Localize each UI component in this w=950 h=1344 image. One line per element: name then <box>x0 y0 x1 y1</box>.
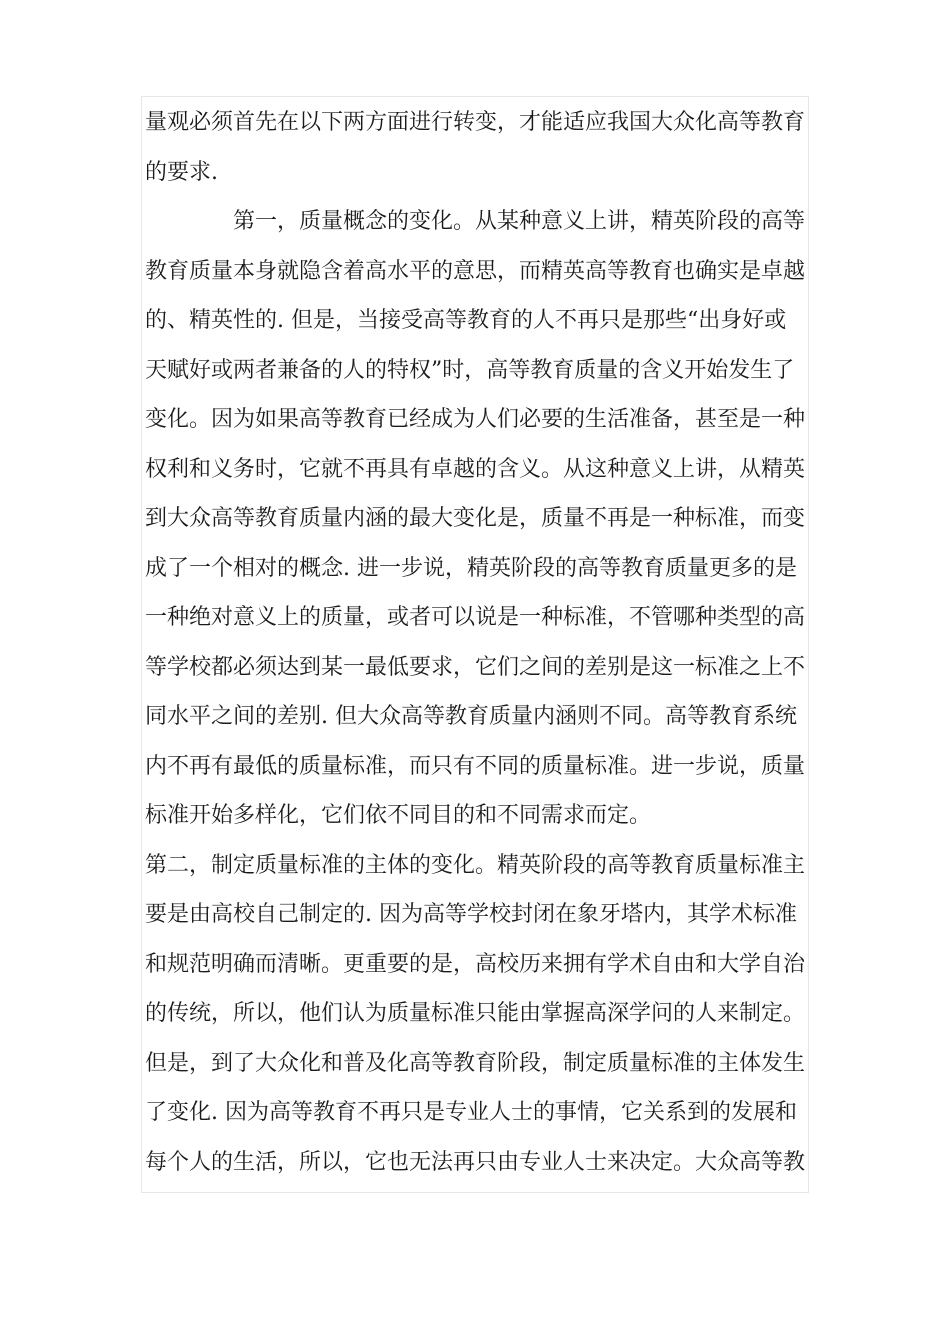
paragraph-first-line: 第一，质量概念的变化。从某种意义上讲，精英阶段的高等 <box>233 209 806 234</box>
text-line: 等学校都必须达到某一最低要求，它们之间的差别是这一标准之上不 <box>145 654 806 680</box>
text-line: 标准开始多样化，它们依不同目的和不同需求而定。 <box>145 803 652 828</box>
text-line: 要是由高校自己制定的. 因为高等学校封闭在象牙塔内，其学术标准 <box>145 902 797 927</box>
text-line: 了变化. 因为高等教育不再只是专业人士的事情，它关系到的发展和 <box>145 1100 797 1125</box>
text-line: 教育质量本身就隐含着高水平的意思，而精英高等教育也确实是卓越 <box>145 258 806 284</box>
text-line: 的、精英性的. 但是，当接受高等教育的人不再只是那些“出身好或 <box>145 308 787 333</box>
text-line: 同水平之间的差别. 但大众高等教育质量内涵则不同。高等教育系统 <box>145 704 797 729</box>
text-line: 和规范明确而清晰。更重要的是，高校历来拥有学术自由和大学自治 <box>145 951 806 977</box>
text-line: 量观必须首先在以下两方面进行转变，才能适应我国大众化高等教育 <box>145 110 806 135</box>
paragraph-first-line: 第二，制定质量标准的主体的变化。精英阶段的高等教育质量标准主 <box>145 852 806 878</box>
text-line: 变化。因为如果高等教育已经成为人们必要的生活准备，甚至是一种 <box>145 407 806 432</box>
text-line: 权利和义务时，它就不再具有卓越的含义。从这种意义上讲，从精英 <box>145 456 806 482</box>
text-line: 的要求. <box>145 159 218 185</box>
text-line: 的传统，所以，他们认为质量标准只能由掌握高深学问的人来制定。 <box>145 1001 806 1026</box>
text-line: 天赋好或两者兼备的人的特权”时，高等教育质量的含义开始发生了 <box>145 357 795 383</box>
text-line: 内不再有最低的质量标准，而只有不同的质量标准。进一步说，质量 <box>145 753 806 779</box>
text-line: 一种绝对意义上的质量，或者可以说是一种标准，不管哪种类型的高 <box>145 605 806 630</box>
text-line: 到大众高等教育质量内涵的最大变化是，质量不再是一种标准，而变 <box>145 506 806 531</box>
text-line: 每个人的生活，所以，它也无法再只由专业人士来决定。大众高等教 <box>145 1149 806 1175</box>
text-line: 但是，到了大众化和普及化高等教育阶段，制定质量标准的主体发生 <box>145 1050 806 1076</box>
text-line: 成了一个相对的概念. 进一步说，精英阶段的高等教育质量更多的是 <box>145 555 797 581</box>
document-body <box>145 96 817 1187</box>
